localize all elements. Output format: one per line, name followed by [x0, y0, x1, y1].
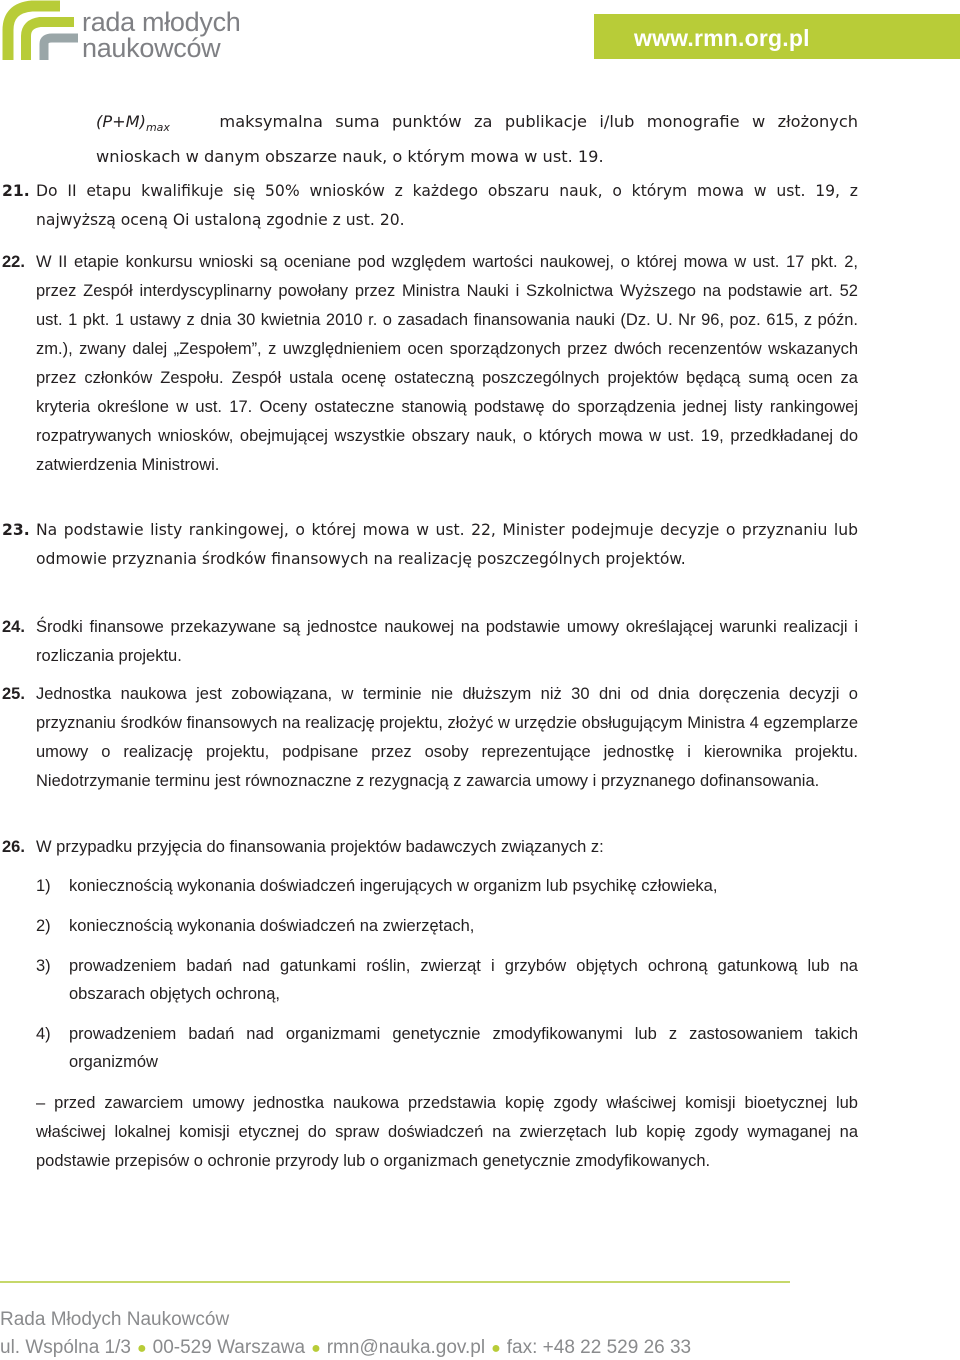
section-21	[2, 177, 858, 235]
section-number: 23.	[2, 521, 30, 539]
section-number: 25.	[2, 685, 25, 703]
formula-symbol: $(P+M)_{max}$	[96, 112, 170, 135]
closing-paragraph: – przed zawarciem umowy jednostka naukowa przedstawia kopię zgody właściwej komisji bioetycznej lub właściwej lokalnej komisji etycznej do spraw doświadczeń na zwierzętach lub kopię zgody wymaganej na podstawie przepisów o ochronie przyrody lub o organizmach genetycznie zmodyfikowanych.	[36, 1094, 858, 1170]
list-item-number: 1)	[36, 877, 51, 895]
list-item-number: 4)	[36, 1025, 51, 1043]
website-link[interactable]: www.rmn.org.pl	[594, 14, 960, 59]
section-21-text: 21. Do II etapu kwalifikuje się 50% wniosków z każdego obszaru nauk, o którym mowa w ust. 19, z najwyższą oceną Oi ustaloną zgodnie z ust. 20.	[36, 182, 858, 229]
section-23	[2, 516, 858, 574]
list-item-text: prowadzeniem badań nad organizmami genetycznie zmodyfikowanymi lub z zastosowaniem takich organizmów	[69, 1025, 858, 1071]
section-number: 26.	[2, 838, 25, 856]
rmn-logo-mark-icon	[2, 0, 80, 62]
section-24-text: Środki finansowe przekazywane są jednostce naukowej na podstawie umowy określającej warunki realizacji i rozliczania projektu.	[36, 618, 858, 665]
list-item-text: prowadzeniem badań nad gatunkami roślin, zwierząt i grzybów objętych ochroną gatunkową lub na obszarach objętych ochroną,	[69, 957, 858, 1003]
formula-text: maksymalna suma punktów za publikacje i/lub monografie w złożonych wnioskach w danym obszarze nauk, o którym mowa w ust. 19.	[96, 112, 858, 167]
footer-divider	[0, 1281, 790, 1283]
section-number: 21.	[2, 182, 30, 200]
list-item-text: koniecznością wykonania doświadczeń na zwierzętach,	[69, 917, 475, 935]
section-26-text: W przypadku przyjęcia do finansowania projektów badawczych związanych z:	[36, 838, 604, 856]
bullet-icon: ●	[491, 1340, 501, 1357]
bullet-icon: ●	[136, 1340, 147, 1357]
footer-fax: fax: +48 22 529 26 33	[506, 1337, 692, 1358]
section-25-text: Jednostka naukowa jest zobowiązana, w terminie nie dłuższym niż 30 dni od dnia doręczenia decyzji o przyznaniu środków finansowych na realizację projektu, złożyć w urzędzie obsługującym Ministra 4 egzemplarze umowy o realizację projektu, podpisane przez osoby reprezentujące jednostkę i kierownika projektu. Niedotrzymanie terminu jest równoznaczne z rezygnacją z zawarcia umowy i przyznanego dofinansowania.	[36, 685, 858, 790]
footer-contact	[0, 1337, 691, 1359]
list-item-number: 3)	[36, 957, 51, 975]
formula-definition	[96, 107, 858, 171]
section-number: 24.	[2, 618, 25, 636]
bullet-icon: ●	[311, 1340, 321, 1357]
section-25	[2, 680, 858, 796]
logo-line-2: naukowców	[82, 33, 221, 63]
section-22-text: W II etapie konkursu wnioski są oceniane pod względem wartości naukowej, o której mowa w ust. 17 pkt. 2, przez Zespół interdyscyplinarny powołany przez Ministra Nauki i Szkolnictwa Wyższego na podstawie art. 52 ust. 1 pkt. 1 ustawy z dnia 30 kwietnia 2010 r. o zasadach finansowania nauki (Dz. U. Nr 96, poz. 615, z późn. zm.), zwany dalej „Zespołem”, z uwzględnieniem ocen sporządzonych przez dwóch recenzentów wskazanych przez członków Zespołu. Zespół ustala ocenę ostateczną poszczególnych projektów będącą sumą ocen za kryteria określone w ust. 17. Oceny ostateczne stanowią podstawę do sporządzenia jednej listy rankingowej rozpatrywanych wniosków, obejmującej wszystkie obszary nauk, o których mowa w ust. 19, przedkładanej do zatwierdzenia Ministrowi.	[36, 253, 858, 474]
logo-wordmark	[82, 9, 240, 61]
section-number: 22.	[2, 253, 25, 271]
list-item-number: 2)	[36, 917, 51, 935]
footer-postcode: 00-529 Warszawa	[152, 1337, 306, 1358]
section-23-text: Na podstawie listy rankingowej, o której mowa w ust. 22, Minister podejmuje decyzje o przyznaniu lub odmowie przyznania środków finansowych na realizację poszczególnych projektów.	[36, 521, 858, 568]
list-item-text: koniecznością wykonania doświadczeń ingerujących w organizm lub psychikę człowieka,	[69, 877, 718, 895]
footer-organization-name: Rada Młodych Naukowców	[0, 1309, 230, 1330]
section-22	[2, 248, 858, 480]
rmn-logo	[0, 0, 330, 64]
footer-address: ul. Wspólna 1/3	[0, 1337, 131, 1358]
section-26	[2, 833, 858, 862]
logo-line-1: rada młodych	[82, 7, 241, 37]
footer-email-link[interactable]: rmn@nauka.gov.pl	[326, 1337, 486, 1358]
section-24	[2, 613, 858, 671]
